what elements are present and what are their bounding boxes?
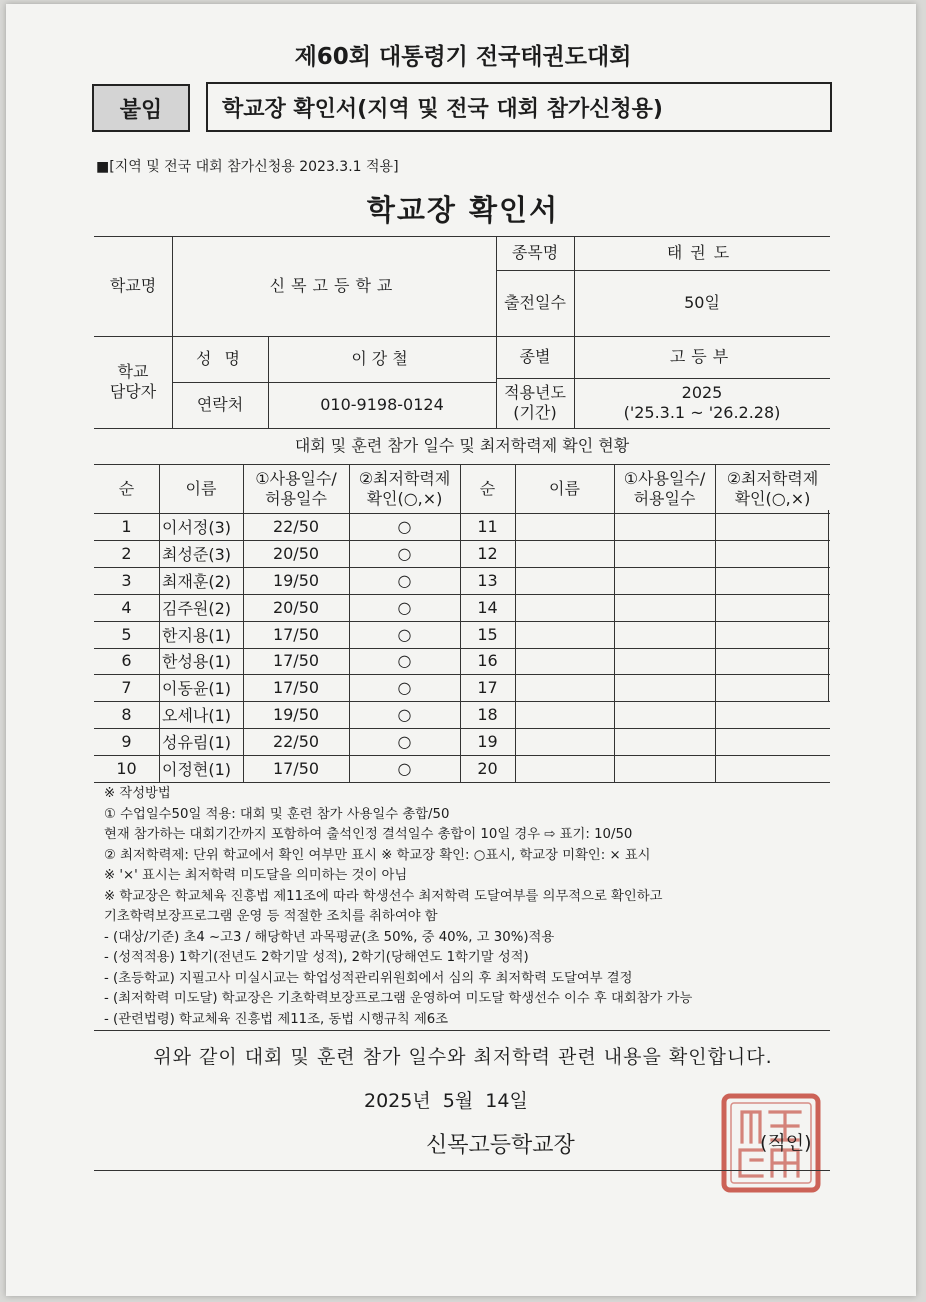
sport-name: 태권도 <box>666 243 738 262</box>
row-name-cell: 이서정(3) <box>162 517 232 537</box>
col-name-header: 이름 <box>185 478 217 498</box>
col-days2-line1: ①사용일수/ <box>623 468 706 488</box>
row-num-cell: 1 <box>121 516 132 536</box>
name-label: 성 명 <box>196 349 244 368</box>
col-check-line2: 확인(○,×) <box>366 488 443 508</box>
row-num-cell: 4 <box>121 597 132 617</box>
row-name-cell: 최성준(3) <box>162 544 232 564</box>
note-line: - (대상/기준) 초4 ~고3 / 해당학년 과목평균(초 50%, 중 40%, 고 30%)적용 <box>104 929 555 945</box>
col-days-line1: ①사용일수/ <box>255 468 337 488</box>
row-num-cell: 5 <box>121 624 132 644</box>
note-line: ① 수업일수50일 적용: 대회 및 훈련 참가 사용일수 총합/50 <box>104 806 450 822</box>
col-days2-header <box>614 464 715 513</box>
row-check-cell: ○ <box>397 543 412 563</box>
row-name-cell: 이정현(1) <box>162 760 232 780</box>
row-name-cell: 오세나(1) <box>162 706 232 726</box>
col-name2-header: 이름 <box>549 478 580 498</box>
document-title: 학교장 확인서 <box>366 193 560 227</box>
row-check-cell: ○ <box>397 732 412 752</box>
row-num-cell: 6 <box>121 651 132 671</box>
col-days2-line2: 허용일수 <box>633 488 696 508</box>
seal-note: (직인) <box>760 1132 812 1154</box>
note-line: ※ '×' 표시는 최저학력 미도달을 의미하는 것이 아님 <box>104 868 408 883</box>
col-check2-line1: ②최저학력제 <box>726 468 819 488</box>
row-check-cell: ○ <box>397 651 412 671</box>
row-num-cell: 2 <box>121 543 132 563</box>
note-line: ※ 학교장은 학교체육 진흥법 제11조에 따라 학생선수 최저학력 도달여부를 의무적으로 확인하고 <box>104 888 663 904</box>
row-days-cell: 17/50 <box>272 651 320 671</box>
row-name-cell: 한성용(1) <box>162 652 232 672</box>
row-days-cell: 17/50 <box>272 759 320 779</box>
row-num-cell: 10 <box>116 759 137 779</box>
row-num-cell: 7 <box>121 678 132 698</box>
row-num2-cell: 20 <box>477 759 498 779</box>
row-name-cell: 성유림(1) <box>162 733 232 753</box>
row-num-cell: 3 <box>121 570 132 590</box>
school-name: 신목고등학교 <box>269 276 399 295</box>
attachment-label: 붙임 <box>92 84 190 132</box>
sport-label: 종목명 <box>511 243 559 262</box>
row-days-cell: 20/50 <box>272 543 320 563</box>
year-label-line1: 적용년도 <box>504 383 566 402</box>
year-label-line2: (기간) <box>513 403 557 422</box>
year-label <box>496 378 574 428</box>
status-title: 대회 및 훈련 참가 일수 및 최저학력제 확인 현황 <box>294 436 630 455</box>
col-num-header: 순 <box>118 478 135 498</box>
days-value: 50일 <box>684 293 720 312</box>
col-check2-header <box>715 464 830 513</box>
event-title: 제60회 대통령기 전국태권도대회 <box>294 44 632 70</box>
attachment-subject: 학교장 확인서(지역 및 전국 대회 참가신청용) <box>206 82 832 132</box>
row-num2-cell: 13 <box>477 570 498 590</box>
school-label: 학교명 <box>109 276 157 295</box>
row-num2-cell: 16 <box>477 651 498 671</box>
principal-name: 신목고등학교장 <box>426 1133 575 1158</box>
col-check-header <box>349 464 460 513</box>
row-num2-cell: 18 <box>477 705 498 725</box>
row-check-cell: ○ <box>397 597 412 617</box>
division-value: 고등부 <box>669 347 735 366</box>
note-line: ※ 작성방법 <box>104 786 171 801</box>
row-name-cell: 최재훈(2) <box>162 571 232 591</box>
row-num2-cell: 11 <box>477 516 498 536</box>
manager-label <box>94 336 172 428</box>
row-days-cell: 17/50 <box>272 678 320 698</box>
row-check-cell: ○ <box>397 516 412 536</box>
note-line: - (관련법령) 학교체육 진흥법 제11조, 동법 시행규칙 제6조 <box>104 1011 449 1027</box>
col-check-line1: ②최저학력제 <box>358 468 451 488</box>
note-line: - (초등학교) 지필고사 미실시교는 학업성적관리위원회에서 심의 후 최저학력 도달여부 결정 <box>104 970 633 986</box>
division-label: 종별 <box>519 347 551 366</box>
row-check-cell: ○ <box>397 759 412 779</box>
date-text: 2025년 5월 14일 <box>364 1090 528 1112</box>
row-days-cell: 19/50 <box>272 705 320 725</box>
col-days-header <box>243 464 349 513</box>
note-line: 기초학력보장프로그램 운영 등 적절한 조치를 취하여야 함 <box>104 909 438 924</box>
row-days-cell: 20/50 <box>272 597 320 617</box>
row-num2-cell: 12 <box>477 543 498 563</box>
note-line: - (최저학력 미도달) 학교장은 기초학력보장프로그램 운영하여 미도달 학생선수 이수 후 대회참가 가능 <box>104 991 693 1006</box>
note-line: - (성적적용) 1학기(전년도 2학기말 성적), 2학기(당해연도 1학기말 성적) <box>104 950 529 965</box>
form-note: ■[지역 및 전국 대회 참가신청용 2023.3.1 적용] <box>96 159 399 175</box>
year-period: ('25.3.1 ~ '26.2.28) <box>623 403 781 422</box>
row-num2-cell: 19 <box>477 732 498 752</box>
instructions <box>104 784 692 1030</box>
row-check-cell: ○ <box>397 570 412 590</box>
row-num2-cell: 15 <box>477 624 498 644</box>
manager-name: 이강철 <box>351 349 413 368</box>
row-check-cell: ○ <box>397 624 412 644</box>
manager-label-line1: 학교 <box>117 362 149 381</box>
row-days-cell: 17/50 <box>272 624 320 644</box>
row-name-cell: 이동윤(1) <box>162 679 232 699</box>
contact-label: 연락처 <box>196 395 244 414</box>
row-check-cell: ○ <box>397 678 412 698</box>
manager-label-line2: 담당자 <box>109 382 157 401</box>
year-value <box>574 378 830 428</box>
col-num2-header: 순 <box>479 478 496 498</box>
row-days-cell: 19/50 <box>272 570 320 590</box>
note-line: 현재 참가하는 대회기간까지 포함하여 출석인정 결석일수 총합이 10일 경우 ⇨ 표기: 10/50 <box>104 827 633 842</box>
row-num2-cell: 17 <box>477 678 498 698</box>
col-days-line2: 허용일수 <box>265 488 327 508</box>
row-num2-cell: 14 <box>477 597 498 617</box>
confirmation-text: 위와 같이 대회 및 훈련 참가 일수와 최저학력 관련 내용을 확인합니다. <box>153 1046 773 1068</box>
row-num-cell: 8 <box>121 705 132 725</box>
row-name-cell: 김주원(2) <box>162 598 232 618</box>
col-check2-line2: 확인(○,×) <box>734 488 811 508</box>
row-num-cell: 9 <box>121 732 132 752</box>
year-number: 2025 <box>681 383 723 402</box>
days-label: 출전일수 <box>504 293 566 312</box>
note-line: ② 최저학력제: 단위 학교에서 확인 여부만 표시 ※ 학교장 확인: ○표시, 학교장 미확인: × 표시 <box>104 847 651 863</box>
row-name-cell: 한지용(1) <box>162 625 232 645</box>
row-check-cell: ○ <box>397 705 412 725</box>
row-days-cell: 22/50 <box>272 732 320 752</box>
contact-value: 010-9198-0124 <box>320 395 444 414</box>
row-days-cell: 22/50 <box>272 516 320 536</box>
